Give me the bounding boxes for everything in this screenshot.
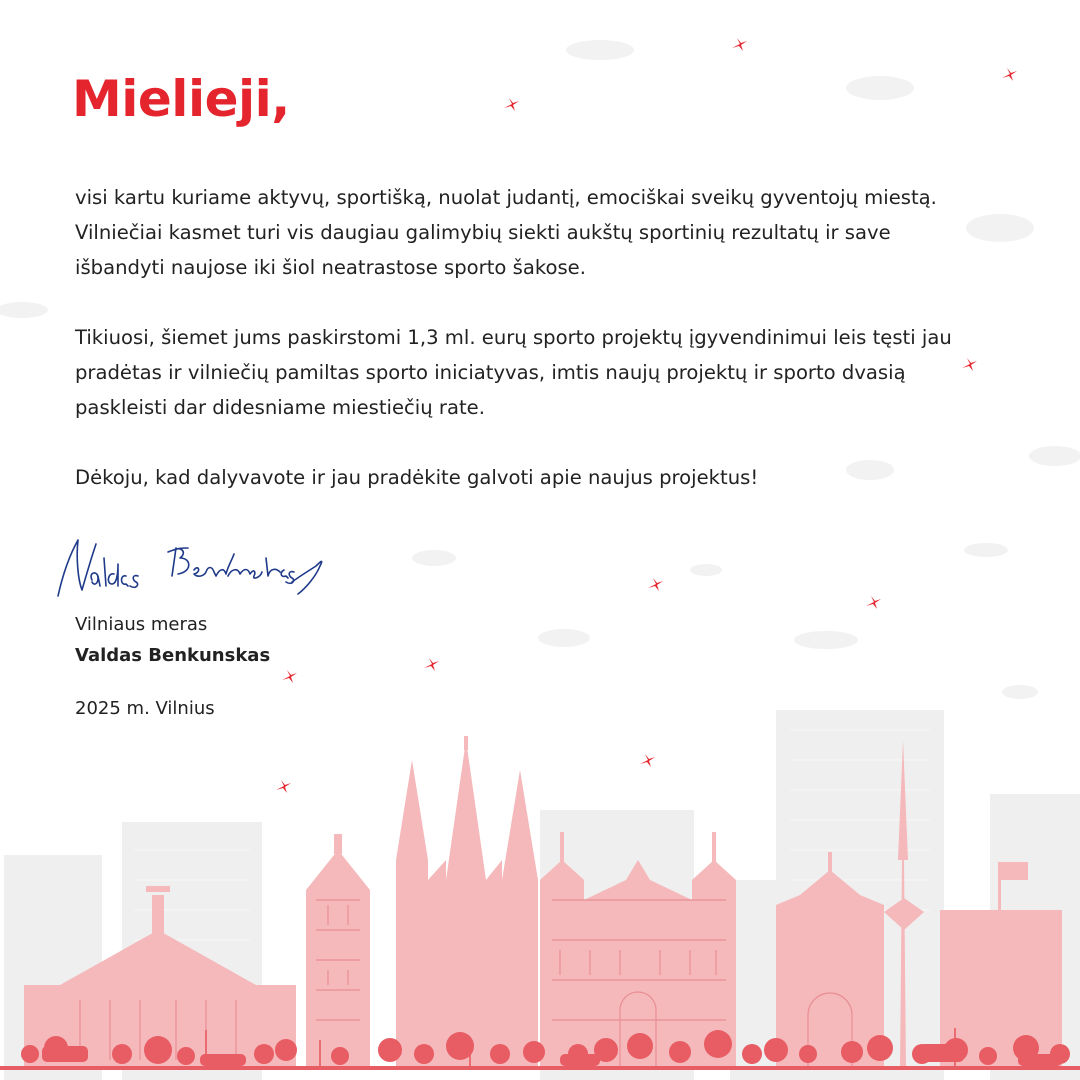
cloud-icon <box>1029 446 1080 466</box>
cloud-icon <box>538 629 590 647</box>
car-icon <box>200 1054 246 1066</box>
flag-icon <box>1001 862 1028 880</box>
letter-body <box>75 180 955 530</box>
cloud-icon <box>1002 685 1038 699</box>
car-icon <box>920 1044 964 1062</box>
signer-role: Vilniaus meras <box>75 614 208 635</box>
flying-bird-icon <box>648 578 663 591</box>
letter-paragraph-1: visi kartu kuriame aktyvų, sportišką, nuolat judantį, emociškai sveikų gyventojų miestą. Vilniečiai kasmet turi vis daugiau galimybių siekti aukštų sportinių rezultatų ir save išbandyti naujose iki šiol neatrastose sporto šakose. <box>75 186 937 279</box>
cloud-icon <box>412 550 456 566</box>
car-icon <box>42 1046 88 1062</box>
cloud-icon <box>0 302 48 318</box>
letter-paragraph-2: Tikiuosi, šiemet jums paskirstomi 1,3 ml. eurų sporto projektų įgyvendinimui leis tęsti jau pradėtas ir vilniečių pamiltas sporto iniciatyvas, imtis naujų projektų ir sporto dvasią paskleisti dar didesniame miestiečių rate. <box>75 326 952 419</box>
car-icon <box>1018 1054 1062 1066</box>
flying-bird-icon <box>424 658 439 671</box>
flying-bird-icon <box>1002 68 1017 81</box>
skyline-illustration <box>0 700 1080 1080</box>
flying-bird-icon <box>866 596 881 609</box>
flying-bird-icon <box>282 670 297 683</box>
gothic-church <box>396 740 538 1070</box>
flying-bird-icon <box>504 98 519 111</box>
cloud-icon <box>794 631 858 649</box>
greeting-heading: Mielieji, <box>72 70 290 128</box>
signer-name: Valdas Benkunskas <box>75 645 271 666</box>
flying-bird-icon <box>732 38 747 51</box>
gate-building <box>776 870 884 1070</box>
letter-paragraph-3: Dėkoju, kad dalyvavote ir jau pradėkite galvoti apie naujus projektus! <box>75 466 759 489</box>
cloud-icon <box>964 543 1008 557</box>
handwritten-signature <box>48 528 338 608</box>
car-icon <box>560 1054 600 1066</box>
cloud-icon <box>966 214 1034 242</box>
cloud-icon <box>846 76 914 100</box>
cloud-icon <box>690 564 722 576</box>
street-line <box>0 1066 1080 1070</box>
place-date: 2025 m. Vilnius <box>75 698 215 719</box>
flying-bird-icon <box>962 358 977 371</box>
cloud-icon <box>566 40 634 60</box>
